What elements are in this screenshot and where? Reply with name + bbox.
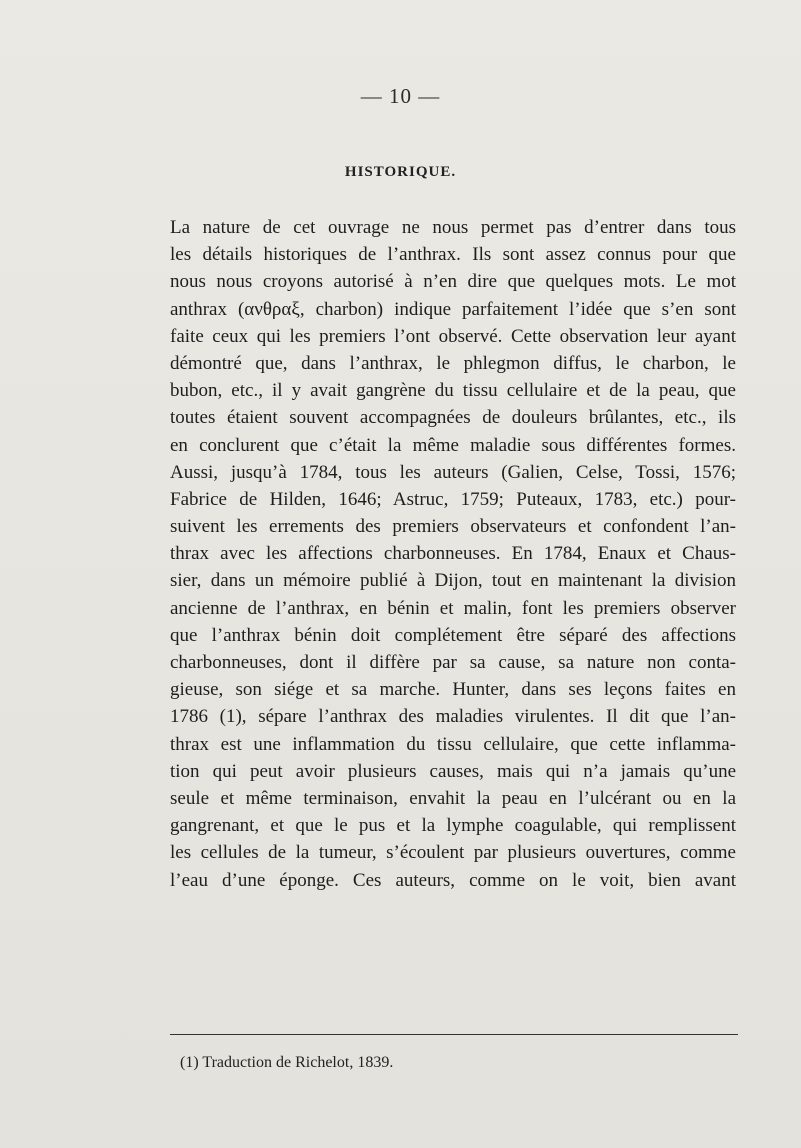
body-text: [170, 214, 736, 894]
text-line: 1786 (1), sépare l’anthrax des maladies virulentes. Il dit que l’an-: [170, 706, 736, 728]
text-line: ancienne de l’anthrax, en bénin et malin, font les premiers observer: [170, 597, 736, 619]
footnote: (1) Traduction de Richelot, 1839.: [180, 1054, 394, 1071]
text-line: seule et même terminaison, envahit la peau en l’ulcérant ou en la: [170, 787, 736, 809]
text-line: bubon, etc., il y avait gangrène du tissu cellulaire et de la peau, que: [170, 380, 736, 402]
text-line: La nature de cet ouvrage ne nous permet pas d’entrer dans tous: [170, 217, 736, 238]
text-line: sier, dans un mémoire publié à Dijon, tout en maintenant la division: [170, 570, 736, 592]
text-line: thrax est une inflammation du tissu cellulaire, que cette inflamma-: [170, 733, 736, 755]
page-number: — 10 —: [360, 84, 441, 108]
text-line: Fabrice de Hilden, 1646; Astruc, 1759; Puteaux, 1783, etc.) pour-: [170, 488, 736, 510]
text-line: thrax avec les affections charbonneuses. En 1784, Enaux et Chaus-: [170, 543, 736, 565]
text-line: faite ceux qui les premiers l’ont observé. Cette observation leur ayant: [170, 325, 736, 347]
text-line: charbonneuses, dont il diffère par sa cause, sa nature non conta-: [170, 652, 736, 673]
text-line: tion qui peut avoir plusieurs causes, mais qui n’a jamais qu’une: [170, 760, 736, 782]
text-line: gieuse, son siége et sa marche. Hunter, dans ses leçons faites en: [170, 679, 736, 701]
text-line: nous nous croyons autorisé à n’en dire que quelques mots. Le mot: [170, 271, 736, 293]
text-line: en conclurent que c’était la même maladie sous différentes formes.: [170, 434, 736, 456]
text-line: Aussi, jusqu’à 1784, tous les auteurs (Galien, Celse, Tossi, 1576;: [170, 461, 736, 483]
text-line: les cellules de la tumeur, s’écoulent par plusieurs ouvertures, comme: [170, 842, 736, 864]
text-line: anthrax (ανθραξ, charbon) indique parfaitement l’idée que s’en sont: [170, 298, 736, 320]
text-line: démontré que, dans l’anthrax, le phlegmon diffus, le charbon, le: [170, 352, 736, 374]
text-line: les détails historiques de l’anthrax. Ils sont assez connus pour que: [170, 244, 736, 266]
section-heading: HISTORIQUE.: [344, 164, 457, 180]
text-line: l’eau d’une éponge. Ces auteurs, comme on le voit, bien avant: [170, 869, 736, 891]
footnote-divider: [170, 1034, 738, 1035]
text-line: suivent les errements des premiers observateurs et confondent l’an-: [170, 516, 736, 538]
text-line: gangrenant, et que le pus et la lymphe coagulable, qui remplissent: [170, 815, 736, 837]
text-line: que l’anthrax bénin doit complétement être séparé des affections: [170, 624, 736, 646]
text-line: toutes étaient souvent accompagnées de douleurs brûlantes, etc., ils: [170, 407, 736, 429]
